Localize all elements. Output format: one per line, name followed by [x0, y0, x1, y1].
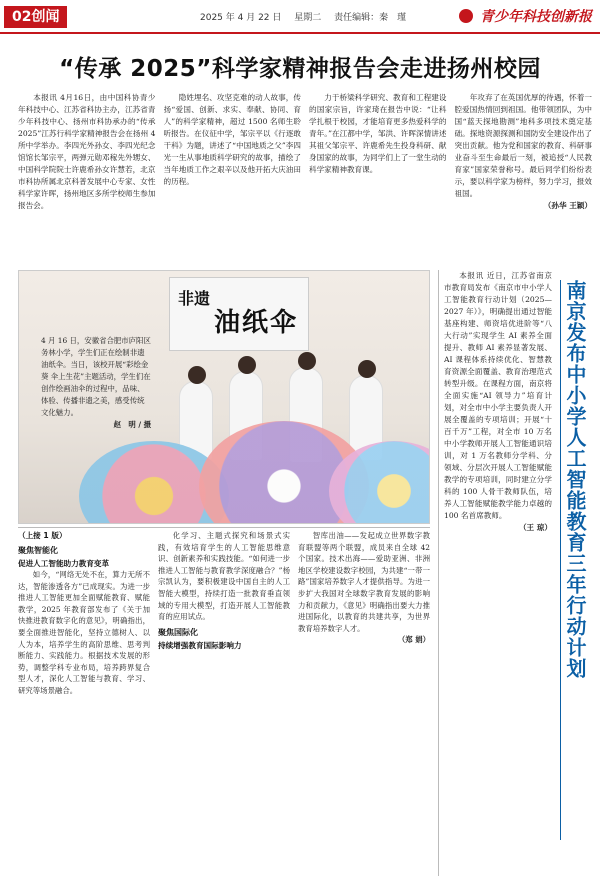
- article2-column-1: [18, 530, 150, 880]
- section2-subtitle: 持续增强教育国际影响力: [158, 640, 242, 650]
- banner-small-text: 非遗: [178, 289, 211, 308]
- article1-column-2: [164, 92, 302, 267]
- continued-label: （上接 1 版）: [18, 531, 67, 540]
- article2-paragraph-3: 智库出油——发起成立世界数字教育联盟等两个联盟，成员来自全球 42 个国家。技术出海——爱助亚洲、非洲地区学校建设数字校园，为共建“一带一路”国家培养数字人才提供指导。为进一步扩大我国对全球数字教育发展的影响力和贡献力，《意见》明确指出要大力推进国际化，以教育的共建共享，为世界教育培养数字人才。: [298, 531, 430, 633]
- photo-caption: [41, 335, 151, 431]
- sidebar-body: 本报讯 近日，江苏省南京市教育局发布《南京市中小学人工智能教育行动计划（2025—2027 年）》，明确提出通过智能基座构建、师资培优进阶等“八大行动”实现学生 AI 素养全面提升、教师 AI 素养显著发展、AI 课程体系持续优化、智慧教育资源全面覆盖、教育治理范式转型升级。在课程方面，南京将全面实施“AI 领导力”培育计划，对全市中小学主要负责人开展全覆盖的专项培训；开展“十百千万”工程，对全市 10 万名中小学教师开展人工智能通识培训，对 1 万名教师分学科、分领域、分层次开展人工智能赋能教学的专项培训，同时建立分学科的 100 人骨干教师队伍，培养人工智能赋能教学能力卓越的 100 名首席教师。: [444, 271, 552, 520]
- sidebar-article: [444, 270, 552, 876]
- section1-subtitle: 促进人工智能助力教育变革: [18, 559, 110, 568]
- section-rule: [18, 527, 430, 528]
- article2-paragraph-1: 如今，“网络无处不在，算力无所不达，智能渗透各方”已成现实。为进一步推进人工智能更加全面赋能教育、赋能教学，2025 年教育部发布了《关于加快推进教育数字化的意见》，明确指出，要全面推进智能化，坚持立德树人、以人为本，培养学生的高阶思维、思考判断能力、实践能力。根据技术发展的形势，调整学科专业布局，培养跨界复合型人才，深化人工智能与教育、学习、研究等场景融合。: [18, 570, 150, 695]
- article1-column-1: [18, 92, 156, 267]
- article2-column-2: [158, 530, 290, 880]
- article2-paragraph-2: 化学习、主题式探究和场景式实践，有效培育学生的人工智能思维意识、创新素养和实践技能。“如何进一步推进人工智能与教育教学深度融合？”杨宗凯认为，要积极建设中国自主的人工智能大模型，持续打造一批教育垂直领域的专用大模型，打造开展人工智能教育的应用试点。: [158, 531, 290, 622]
- page-label: 02创闻: [4, 6, 67, 28]
- article1-paragraph-3: 力于桥梁科学研究、教育和工程建设的国家宗旨，许家琦在报告中说：“让科学扎根于校园，才能培育更多热爱科学的青年。”在江都中学，邹洪、许晖深情讲述其祖父邹宗平、许鹿希先生投身科研、献身国家的故事，为同学们上了一堂生动的科学家精神教育课。: [309, 93, 447, 174]
- article1-paragraph-1: 本报讯 4月16日，由中国科协青少年科技中心、江苏省科协主办，江苏省青少年科技中心、扬州市科协承办的“传承 2025”江苏行科学家精神报告会在扬州 4 所中学举办。李四光外孙女、李四光纪念馆馆长邹宗平，两弹元勋邓稼先外甥女、中国科学院院士许鹿希孙女许慧若，北京市科协所属北京科普发展中心专家、女性科学家许晖，扬州地区多所学校师生参加报告会。: [18, 93, 156, 210]
- article1-paragraph-4: 年攻弃了在英国优厚的待遇，怀着一腔爱国热情回到祖国。他带领团队，为中国“蓝天探地勘测”地科多项技术奠定基础。探地资源探测和国防安全建设作出了突出贡献。他为党和国家的教育、科研事业奋斗至生命最后一刻，被追授“人民教育家”国家荣誉称号。最后同学们纷纷表示，要以科学家为榜样，努力学习，报效祖国。: [454, 93, 592, 198]
- column-divider: [438, 270, 439, 876]
- article2-body: [18, 530, 430, 880]
- brand-logo-icon: [459, 9, 473, 23]
- photo-caption-text: 4 月 16 日，安徽省合肥市庐阳区务林小学，学生们正在绘制非遗油纸伞。当日，该校开展“彩绘金葵 伞上生花”主题活动，学生们在创作绘画油伞的过程中，品味、体验、传播非遗之美，感受传统文化魅力。: [41, 336, 151, 417]
- article2-byline: （郑 娟）: [397, 635, 430, 645]
- photo-banner: [169, 277, 309, 351]
- article1-body: [18, 92, 592, 267]
- issue-date: 2025 年 4 月 22 日: [200, 13, 282, 23]
- section1-title: 聚焦智能化: [18, 546, 58, 555]
- article1-byline: （孙华 王颖）: [543, 201, 592, 210]
- masthead: [0, 0, 600, 34]
- article1-headline: “传承 2025”科学家精神报告会走进扬州校园: [59, 56, 541, 82]
- banner-big-text: 油纸伞: [214, 308, 299, 338]
- article1-column-4: [455, 92, 593, 267]
- article1-column-3: [309, 92, 447, 267]
- article2-column-3: [298, 530, 430, 880]
- issue-editor: 责任编辑：秦 瑾: [334, 13, 407, 23]
- sidebar-vertical-headline: 南京发布中小学人工智能教育三年行动计划: [560, 280, 590, 840]
- sidebar-byline: （王 琼）: [518, 523, 552, 532]
- paper-name: 青少年科技创新报: [480, 9, 592, 25]
- article1-paragraph-2: 隐姓埋名、攻坚克难的动人故事，传扬“爱国、创新、求实、奉献、协同、育人”的科学家精神，超过 1500 名师生聆听报告。在仪征中学，邹宗平以《行逐敢干科》为题，讲述了“中国地质之父”李四光一生从事地质科学研究的故事，描绘了当年地质工作之艰辛以及他开拓大庆油田的历程。: [163, 93, 301, 186]
- issue-meta: [200, 10, 416, 23]
- paper-brand: [459, 6, 592, 26]
- photo-byline: 赵 明 / 摄: [113, 420, 151, 429]
- section2-title: 聚焦国际化: [158, 627, 198, 637]
- issue-weekday: 星期二: [294, 13, 322, 23]
- umbrella-photo: [18, 270, 430, 524]
